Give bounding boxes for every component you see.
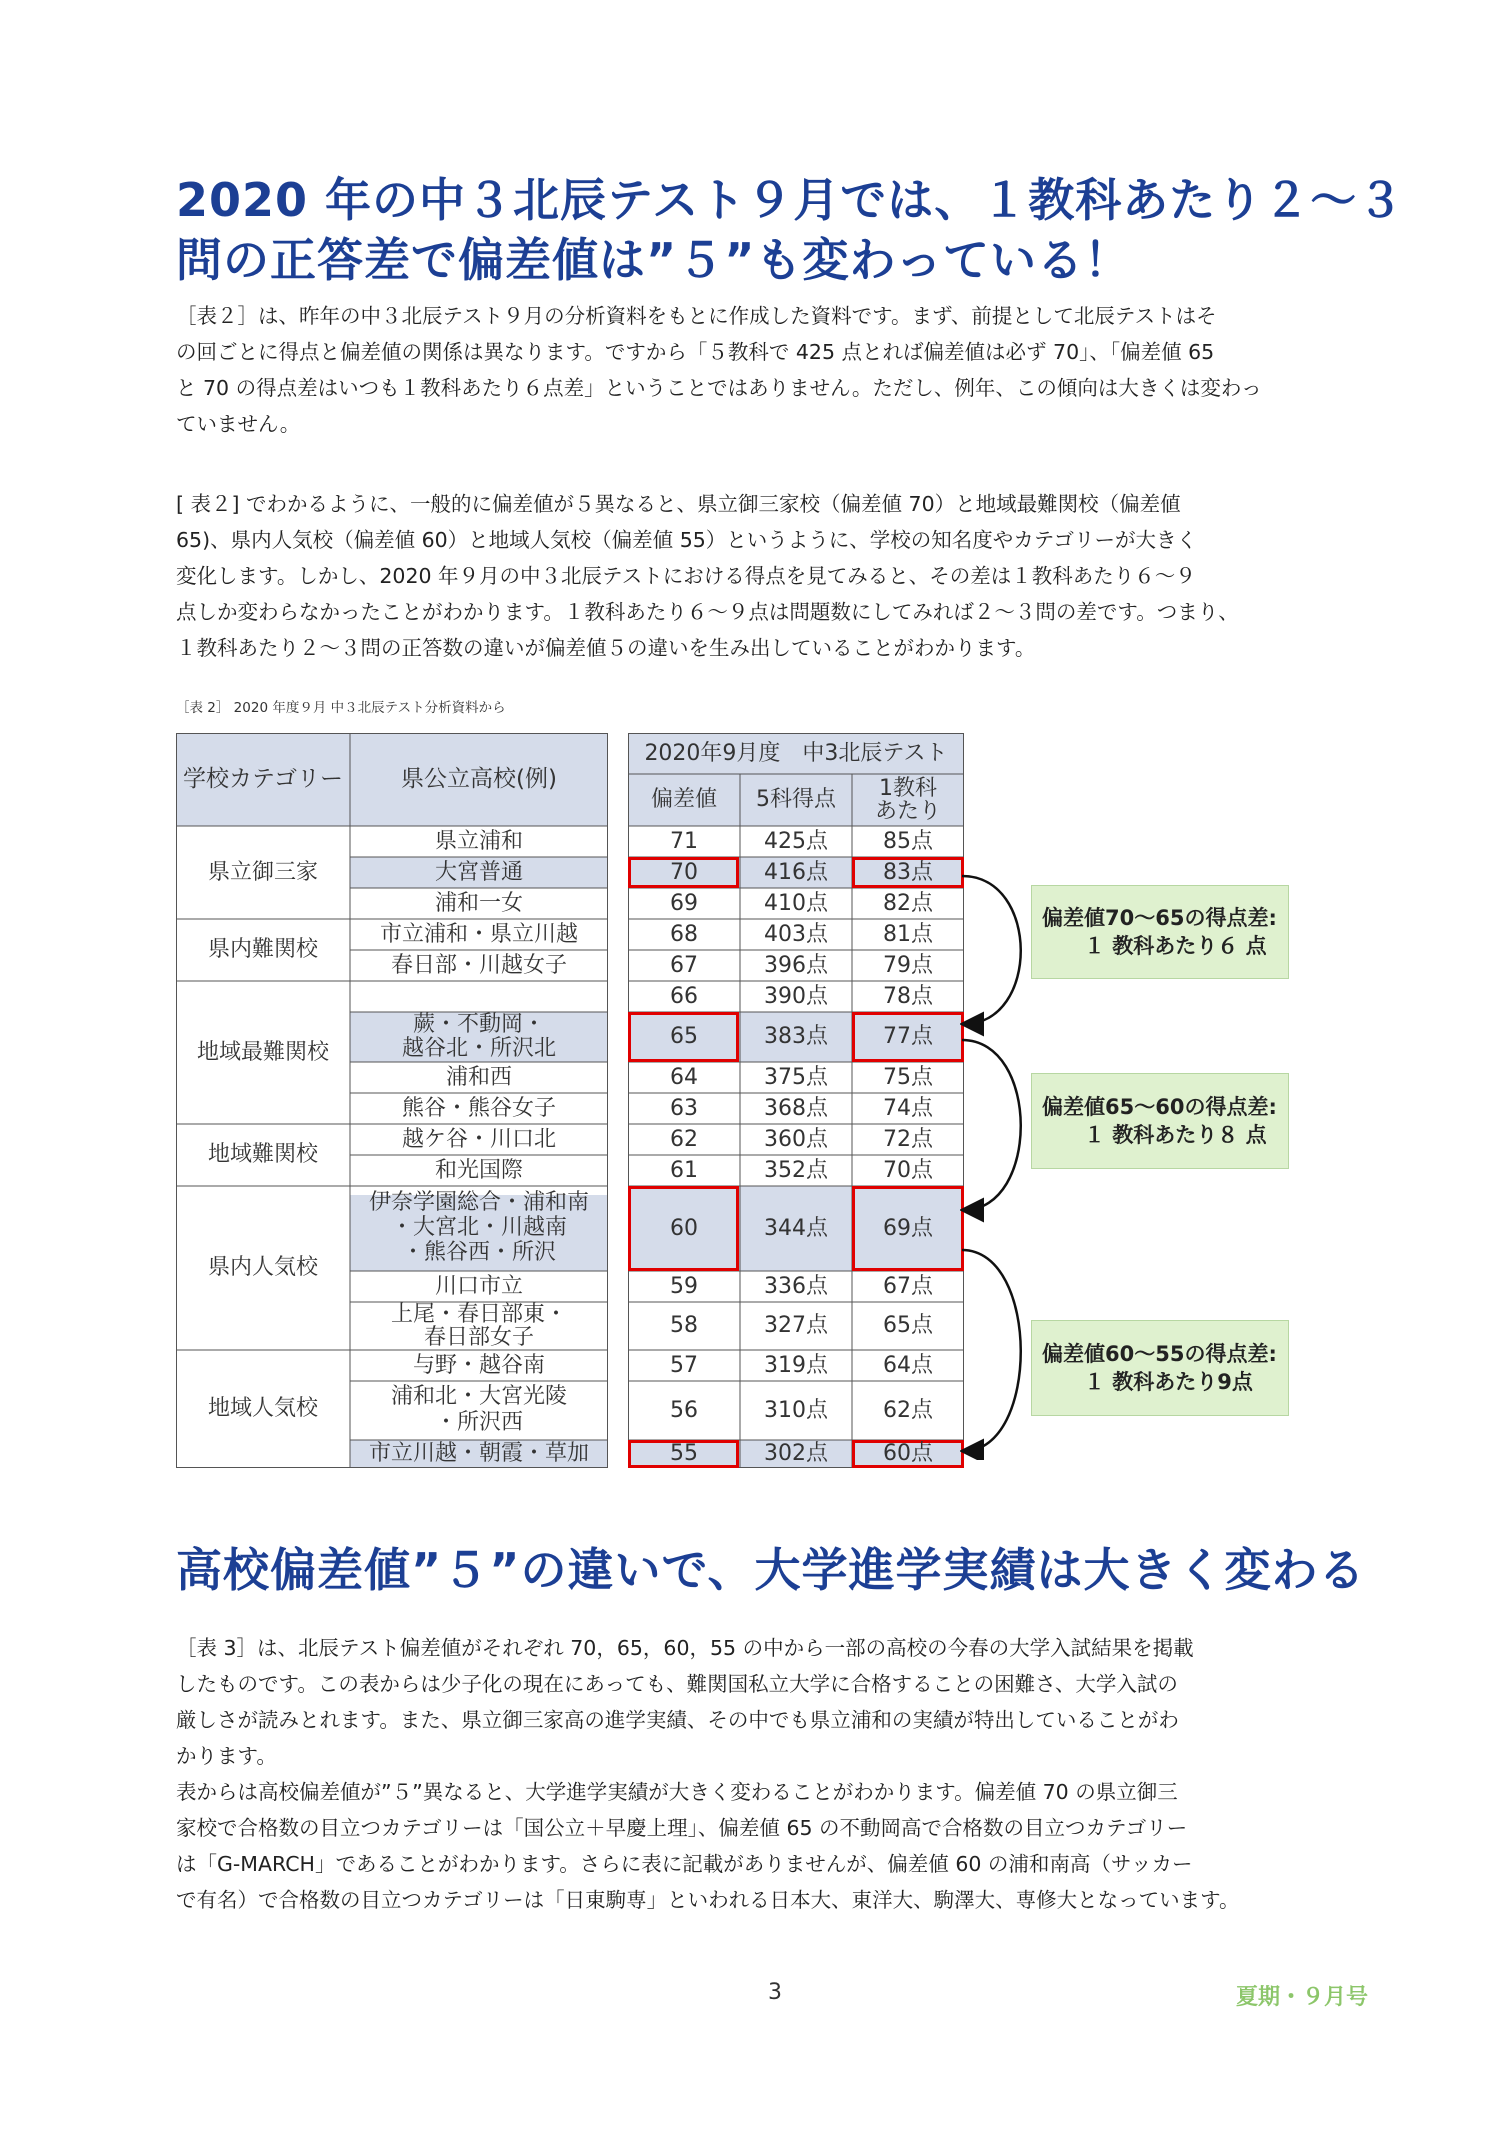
issue-label: 夏期・９月号: [1236, 1985, 1369, 2010]
category-cell: 地域難関校: [207, 1142, 318, 1167]
section1-title-line1: 2020 年の中３北辰テスト９月では、１教科あたり２～３: [176, 173, 1405, 227]
deviation-cell: 55: [670, 1441, 698, 1466]
text-line: １教科あたり２～３問の正答数の違いが偏差値５の違いを生み出していることがわかります。: [176, 636, 1036, 660]
text-line: したものです。この表からは少子化の現在にあっても、難関国私立大学に合格することの困難さ、大学入試の: [176, 1672, 1178, 1696]
note-65-60: [1031, 1073, 1289, 1169]
text-line: は「G-MARCH」であることがわかります。さらに表に記載がありませんが、偏差値 60 の浦和南高（サッカー: [176, 1852, 1193, 1876]
column-header: 県公立高校(例): [401, 766, 557, 792]
per-subject-cell: 62点: [883, 1398, 933, 1423]
arrow-65-60: [962, 1040, 1021, 1210]
school-cell: 熊谷・熊谷女子: [401, 1096, 556, 1121]
total-score-cell: 336点: [764, 1274, 828, 1299]
arrow-70-65: [962, 876, 1021, 1024]
text-line: 点しか変わらなかったことがわかります。１教科あたり６～９点は問題数にしてみれば２～３問の差です。つまり、: [176, 600, 1239, 624]
school-line: 蕨・不動岡・: [412, 1012, 545, 1037]
school-line: ・大宮北・川越南: [390, 1215, 567, 1240]
per-subject-cell: 69点: [883, 1216, 933, 1241]
category-cell: 地域最難関校: [196, 1040, 329, 1065]
per-subject-cell: 75点: [883, 1065, 933, 1090]
section1-para1: [176, 298, 1356, 442]
text-line: ていません。: [176, 412, 301, 436]
deviation-cell: 61: [670, 1158, 698, 1183]
section1-title-line2: 問の正答差で偏差値は”５”も変わっている！: [176, 233, 1132, 287]
school-cell: [350, 1186, 608, 1275]
per-subject-cell: 78点: [883, 984, 933, 1009]
text-line: 表からは高校偏差値が”５”異なると、大学進学実績が大きく変わることがわかります。偏差値 70 の県立御三: [176, 1780, 1178, 1804]
total-score-cell: 410点: [764, 891, 828, 916]
deviation-cell: 68: [670, 922, 698, 947]
text-line: ［表２］は、昨年の中３北辰テスト９月の分析資料をもとに作成した資料です。まず、前提として北辰テストはそ: [176, 304, 1217, 328]
school-cell: [350, 1012, 608, 1063]
section1-para2: [176, 486, 1356, 666]
school-line: ・所沢西: [434, 1410, 523, 1435]
total-score-cell: 368点: [764, 1096, 828, 1121]
deviation-cell: 66: [670, 984, 698, 1009]
text-line: の回ごとに得点と偏差値の関係は異なります。ですから「５教科で 425 点とれば偏差値は必ず 70」、「偏差値 65: [176, 340, 1215, 364]
school-cell: 春日部・川越女子: [390, 953, 567, 978]
school-line: ・熊谷西・所沢: [401, 1240, 556, 1265]
deviation-cell: 57: [670, 1353, 698, 1378]
total-score-cell: 396点: [764, 953, 828, 978]
text-line: 65)、県内人気校（偏差値 60）と地域人気校（偏差値 55）というように、学校の知名度やカテゴリーが大きく: [176, 528, 1197, 552]
page-number: 3: [768, 1980, 782, 2005]
category-cell: 県内人気校: [207, 1255, 318, 1280]
total-score-cell: 352点: [764, 1158, 828, 1183]
note-line: １ 教科あたり８ 点: [1084, 1123, 1267, 1147]
note-line: 偏差値70～65の得点差:: [1042, 906, 1277, 930]
total-score-cell: 310点: [764, 1398, 828, 1423]
school-line: 越谷北・所沢北: [401, 1036, 556, 1061]
school-cell: [350, 1302, 608, 1351]
deviation-cell: 59: [670, 1274, 698, 1299]
category-cell: 県内難関校: [207, 937, 318, 962]
bracket-arrows: [960, 860, 1040, 1460]
deviation-cell: 64: [670, 1065, 698, 1090]
per-subject-cell: 65点: [883, 1313, 933, 1338]
school-cell: 浦和一女: [434, 891, 523, 916]
deviation-cell: 62: [670, 1127, 698, 1152]
school-line: 上尾・春日部東・: [390, 1302, 567, 1327]
per-subject-cell: 64点: [883, 1353, 933, 1378]
per-subject-cell: 82点: [883, 891, 933, 916]
text-line: かります。: [176, 1744, 277, 1768]
total-score-cell: 375点: [764, 1065, 828, 1090]
per-subject-cell: 79点: [883, 953, 933, 978]
note-70-65: [1031, 885, 1289, 979]
total-score-cell: 390点: [764, 984, 828, 1009]
text-line: 家校で合格数の目立つカテゴリーは「国公立＋早慶上理」、偏差値 65 の不動岡高で合格数の目立つカテゴリー: [176, 1816, 1188, 1840]
school-cell: 和光国際: [434, 1158, 523, 1183]
note-line: 偏差値65～60の得点差:: [1042, 1095, 1277, 1119]
per-subject-cell: 60点: [883, 1441, 933, 1466]
per-subject-cell: 85点: [883, 829, 933, 854]
column-header: 5科得点: [756, 787, 836, 812]
category-cell: 県立御三家: [207, 860, 318, 885]
column-header: 学校カテゴリー: [182, 766, 344, 792]
table2-caption: ［表 2］ 2020 年度９月 中３北辰テスト分析資料から: [176, 700, 506, 716]
total-score-cell: 425点: [764, 829, 828, 854]
note-60-55: [1031, 1320, 1289, 1416]
school-cell: 与野・越谷南: [412, 1353, 545, 1378]
per-subject-cell: 77点: [883, 1024, 933, 1049]
section2-title: 高校偏差値”５”の違いで、大学進学実績は大きく変わる: [176, 1543, 1366, 1597]
section2-para: [176, 1630, 1356, 1918]
school-cell: 川口市立: [434, 1274, 523, 1299]
deviation-cell: 56: [670, 1398, 698, 1423]
per-subject-cell: 74点: [883, 1096, 933, 1121]
school-line: 浦和北・大宮光陵: [390, 1384, 567, 1409]
school-cell: 市立浦和・県立川越: [379, 922, 578, 947]
total-score-cell: 302点: [764, 1441, 828, 1466]
per-subject-cell: 83点: [883, 860, 933, 885]
deviation-cell: 70: [670, 860, 698, 885]
deviation-cell: 67: [670, 953, 698, 978]
deviation-cell: 63: [670, 1096, 698, 1121]
arrow-group: [962, 876, 1021, 1451]
text-line: 厳しさが読みとれます。また、県立御三家高の進学実績、その中でも県立浦和の実績が特出していることがわ: [176, 1708, 1179, 1732]
total-score-cell: 403点: [764, 922, 828, 947]
deviation-cell: 69: [670, 891, 698, 916]
school-cell: 大宮普通: [434, 860, 523, 885]
text-line: ［表 3］は、北辰テスト偏差値がそれぞれ 70，65，60，55 の中から一部の高校の今春の大学入試結果を掲載: [176, 1636, 1194, 1660]
header-line: あたり: [874, 799, 941, 824]
deviation-cell: 58: [670, 1313, 698, 1338]
school-cell: 越ケ谷・川口北: [401, 1127, 556, 1152]
deviation-cell: 71: [670, 829, 698, 854]
category-cell: 地域人気校: [207, 1396, 318, 1421]
total-score-cell: 327点: [764, 1313, 828, 1338]
school-cell: 県立浦和: [434, 829, 523, 854]
note-line: １ 教科あたり9点: [1084, 1370, 1253, 1394]
total-score-cell: 383点: [764, 1024, 828, 1049]
total-score-cell: 344点: [764, 1216, 828, 1241]
school-cell: 市立川越・朝霞・草加: [368, 1441, 589, 1466]
school-line: 伊奈学園総合・浦和南: [368, 1190, 589, 1215]
total-score-cell: 416点: [764, 860, 828, 885]
arrow-60-55: [962, 1250, 1021, 1451]
school-cell: 浦和西: [445, 1065, 512, 1090]
header-line: 1教科: [879, 776, 937, 801]
table2-left-text: [176, 733, 608, 1468]
school-cell: [350, 1381, 608, 1443]
text-line: で有名）で合格数の目立つカテゴリーは「日東駒専」といわれる日本大、東洋大、駒澤大、専修大となっています。: [176, 1888, 1240, 1912]
text-line: と 70 の得点差はいつも１教科あたり６点差」ということではありません。ただし、例年、この傾向は大きくは変わっ: [176, 376, 1262, 400]
per-subject-cell: 72点: [883, 1127, 933, 1152]
deviation-cell: 60: [670, 1216, 698, 1241]
column-header: 偏差値: [650, 787, 717, 812]
total-score-cell: 319点: [764, 1353, 828, 1378]
section1-title: [176, 170, 1404, 290]
total-score-cell: 360点: [764, 1127, 828, 1152]
note-line: １ 教科あたり６ 点: [1084, 934, 1267, 958]
text-line: [ 表２] でわかるように、一般的に偏差値が５異なると、県立御三家校（偏差値 70）と地域最難関校（偏差値: [176, 492, 1181, 516]
per-subject-cell: 67点: [883, 1274, 933, 1299]
table2-right: [628, 733, 964, 1468]
text-line: 変化します。しかし、2020 年９月の中３北辰テストにおける得点を見てみると、その差は１教科あたり６～９: [176, 564, 1196, 588]
column-header: [852, 774, 964, 829]
right-table-title: 2020年9月度 中3北辰テスト: [644, 741, 948, 766]
per-subject-cell: 70点: [883, 1158, 933, 1183]
school-line: 春日部女子: [423, 1325, 534, 1350]
note-line: 偏差値60～55の得点差:: [1042, 1342, 1277, 1366]
deviation-cell: 65: [670, 1024, 698, 1049]
per-subject-cell: 81点: [883, 922, 933, 947]
